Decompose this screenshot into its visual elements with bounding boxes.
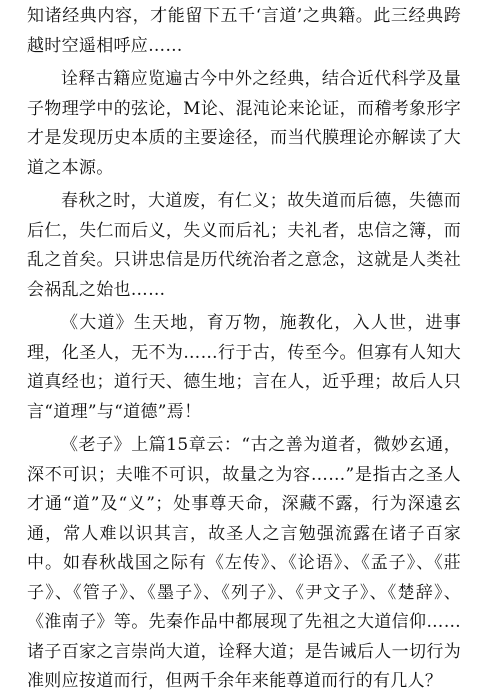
- paragraph-2: 诠释古籍应览遍古今中外之经典，结合近代科学及量子物理学中的弦论，M论、混沌论来论证，而稽考象形字才是发现历史本质的主要途径，而当代膜理论亦解读了大道之本源。: [27, 69, 461, 178]
- paragraph-1: 知诸经典内容，才能留下五千‘言道’之典籍。此三经典跨越时空遥相呼应……: [27, 6, 461, 56]
- paragraph-3: 春秋之时，大道废，有仁义；故失道而后德，失德而后仁，失仁而后义，失义而后礼；夫礼者，忠信之簿，而乱之首矣。只讲忠信是历代统治者之意念，这就是人类社会祸乱之始也……: [27, 191, 461, 300]
- paragraph-4: 《大道》生天地，育万物，施教化，入人世，进事理，化圣人，无不为……行于古，传至今。但寡有人知大道真经也；道行天、德生地；言在人，近乎理；故后人只言“道理”与“道德”焉！: [27, 313, 461, 422]
- paragraph-5: 《老子》上篇15章云：“古之善为道者，微妙玄通，深不可识；夫唯不可识，故量之为容……”是指古之圣人才通“道”及“义”；处事尊天命，深藏不露，行为深遠玄通，常人难以识其言，故圣人之言勉强流露在诸子百家中。如春秋战国之际有《左传》、《论语》、《孟子》、《莊子》、《管子》、《墨子》、《列子》、《尹文子》、《楚辞》、《淮南子》等。先秦作品中都展现了先祖之大道信仰……诸子百家之言崇尚大道，诠释大道；是告诫后人一切行为准则应按道而行，但两千余年来能尊道而行的有几人？: [27, 435, 461, 691]
